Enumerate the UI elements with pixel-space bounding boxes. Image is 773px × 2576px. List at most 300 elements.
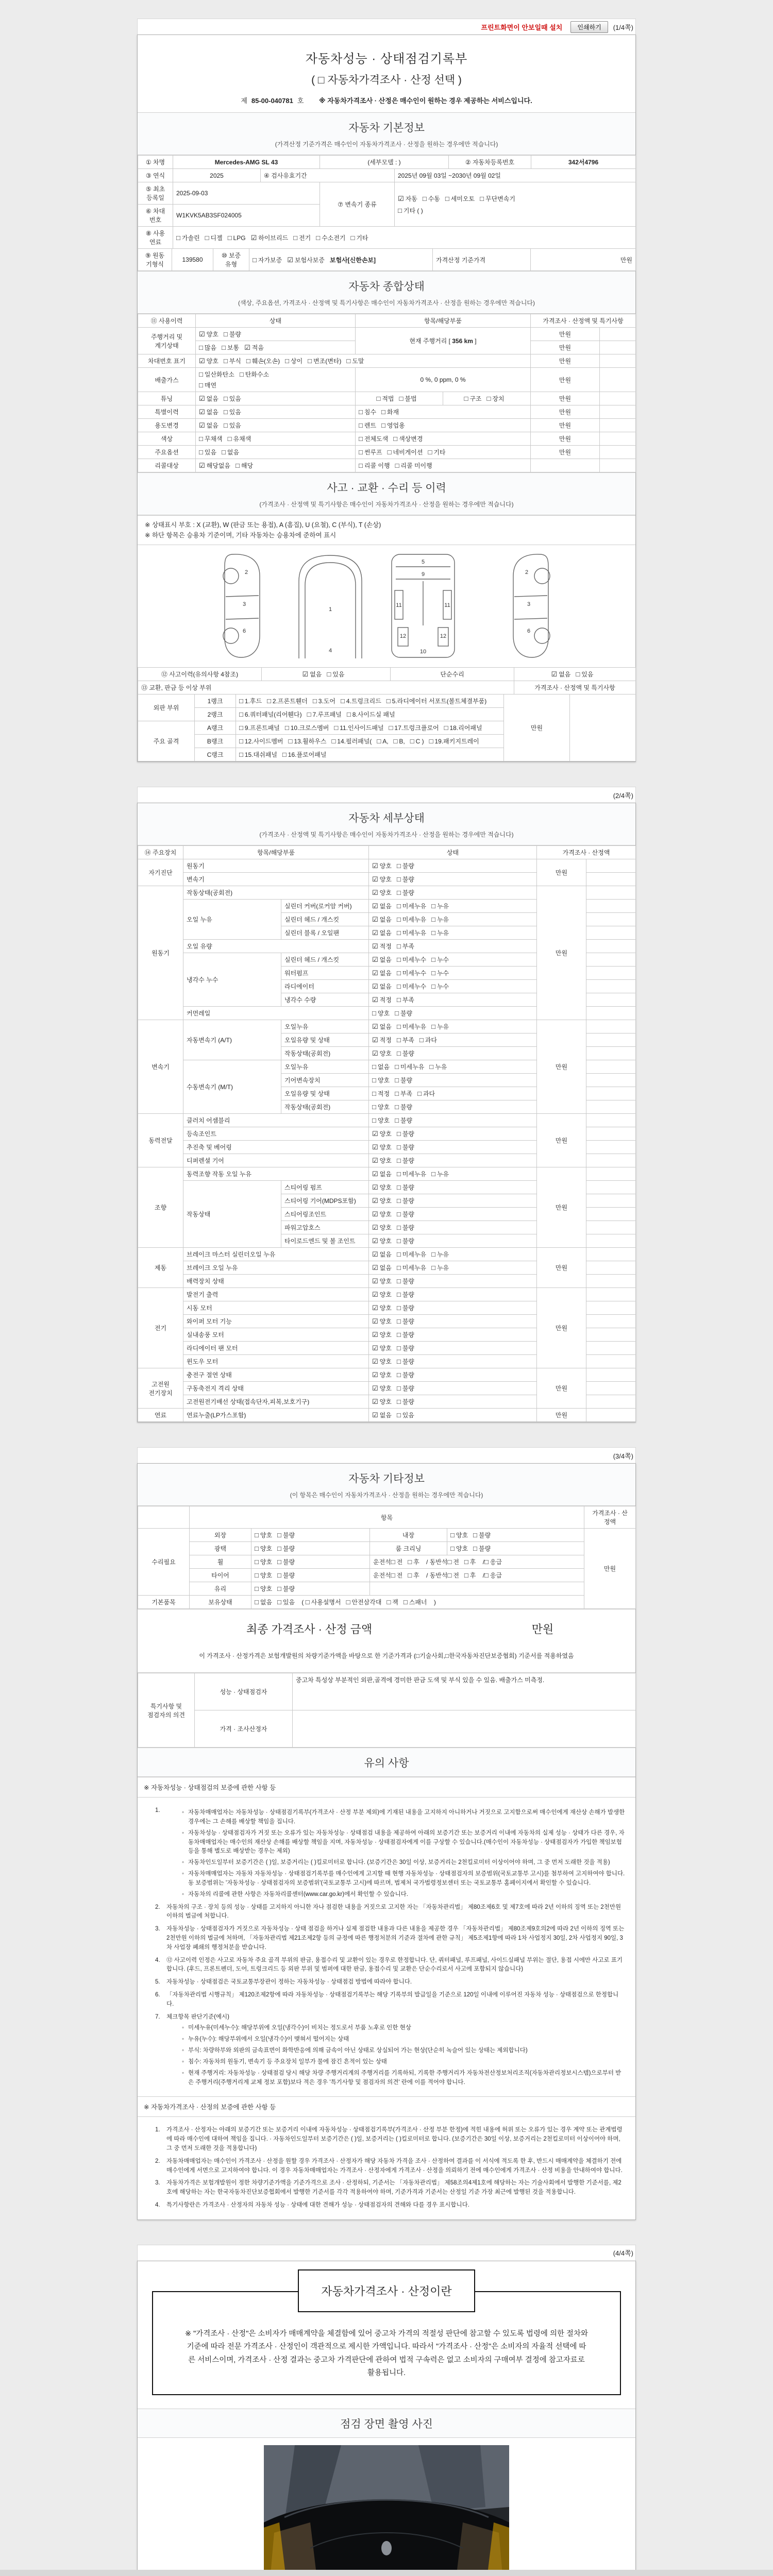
car-outline-figures — [216, 549, 557, 662]
checkbox-unchecked[interactable]: □ 부족 — [396, 942, 414, 950]
notice-item: 2. 자동차의 구조 · 장치 등의 성능 · 상태를 고지하지 아니한 자나 점검한 내용을 거짓으로 고지한 자는 「자동차관리법」 제80조제6호 및 제7호에 따라 2년 이하의 징역 또는 2천만원 이하의 벌금에 처합니다. — [155, 1904, 621, 1920]
checkbox-unchecked[interactable]: □ 세미오토 — [445, 194, 475, 202]
checkbox-unchecked[interactable]: □ 적법 — [376, 395, 394, 402]
checkbox-checked[interactable]: ☑ 적정 — [372, 1036, 392, 1044]
checkbox-unchecked[interactable]: □ 일산화탄소 — [199, 370, 234, 378]
checkbox-checked[interactable]: ☑ 없음 — [199, 408, 219, 416]
document-title-block — [138, 35, 635, 112]
detail-row: 제동 브레이크 마스터 실린더오일 누유 ☑ 없음 □ 미세누유 □ 누유 만원 — [138, 1248, 636, 1261]
rank-row: 외판 부위 1랭크 □ 1.후드 □ 2.프론트휀더 □ 3.도어 □ 4.트렁크리드 □ 5.라디에이터 서포트(볼트체결부품) 만원 — [138, 694, 636, 708]
checkbox-unchecked[interactable]: □ 누유 — [431, 1264, 449, 1272]
checkbox-checked[interactable]: ☑ 양호 — [372, 1049, 392, 1057]
checkbox-checked[interactable]: ☑ 양호 — [372, 1210, 392, 1218]
checkbox-checked[interactable]: ☑ 적음 — [244, 344, 264, 351]
checkbox-unchecked[interactable]: □ 양호 — [372, 1009, 390, 1017]
checkbox-unchecked[interactable]: □ 기타 ( ) — [398, 206, 423, 214]
checkbox-checked[interactable]: ☑ 양호 — [372, 1183, 392, 1191]
checkbox-unchecked[interactable]: □ 전체도색 — [359, 435, 389, 443]
checkbox-unchecked[interactable]: □ 누유 — [429, 1063, 447, 1071]
checkbox-unchecked[interactable]: □ 불량 — [277, 1558, 295, 1566]
checkbox-checked[interactable]: ☑ 없음 — [372, 1170, 392, 1178]
opinion-row: 가격 · 조사산정자 — [138, 1710, 636, 1748]
checkbox-unchecked[interactable]: □ 무채색 — [199, 435, 223, 443]
checkbox-unchecked[interactable]: □ 렌트 — [359, 421, 377, 429]
checkbox-checked[interactable]: ☑ 양호 — [372, 1143, 392, 1151]
checkbox-checked[interactable]: ☑ 자동 — [398, 194, 417, 202]
checkbox-unchecked[interactable]: □ 보통 — [222, 344, 240, 351]
checkbox-checked[interactable]: ☑ 양호 — [372, 862, 392, 870]
checkbox-unchecked[interactable]: □ 불량 — [396, 1398, 414, 1405]
accident-header: 사고 · 교환 · 수리 등 이력 (가격조사 · 산정액 및 특기사항은 매수인이 자동차가격조사 · 산정을 원하는 경우에만 적습니다) — [138, 472, 635, 515]
checkbox-unchecked[interactable]: □ B, — [393, 737, 405, 745]
checkbox-unchecked[interactable]: □ 양호 — [372, 1076, 390, 1084]
checkbox-unchecked[interactable]: □ 있음 — [327, 670, 345, 678]
window-bottom-edge — [0, 2570, 773, 2576]
checkbox-unchecked[interactable]: □ 유채색 — [227, 435, 251, 443]
checkbox-unchecked[interactable]: □ 불량 — [277, 1571, 295, 1579]
comprehensive-header: 자동차 종합상태 (색상, 주요옵션, 가격조사 · 산정액 및 특기사항은 매수인이 자동차가격조사 · 산정을 원하는 경우에만 적습니다) — [138, 271, 635, 314]
checkbox-unchecked[interactable]: □ 미세누유 — [396, 916, 427, 923]
detail-row: 실린더 헤드 / 개스킷 ☑ 없음 □ 미세누유 □ 누유 — [138, 913, 636, 926]
inspector-opinion — [293, 1710, 636, 1748]
detail-row: 파워고압호스 ☑ 양호 □ 불량 — [138, 1221, 636, 1234]
notice-item: 7. 체크항목 판단기준(예시) ◦ 미세누유(미세누수): 해당부위에 오일(냉각수)이 비치는 정도로서 부품 노후로 인한 현상 ◦ 누유(누수): 해당부위에서 오일(냉각수)이 맺혀서 떨어지는 상태 ◦ 부식: 차량하부와 외판의 금속표면이 화학반응에 의해 금속이 아닌 상태로 상실되어 가는 현상(단순히 녹슬어 있는 상태는 제외합니다) ◦ 침수: 자동차의 원동기, 변속기 등 주요장치 일부가 물에 잠긴 흔적이 있는 상태 ◦ 현재 주행거리: 자동차성능 · 상태점검 당시 해당 차량 주행거리계의 주행거리를 기록하되, 기록한 주행거리가 자동차전산정보처리조직(자동차관리정보시스템)으로부터 받은 주행거리(주행거리계 교체 정보 포함)보다 적은 경우 '특기사항 및 점검자의 의견' 란에 이를 적어야 합니다. — [155, 2013, 621, 2086]
usage-row: 색상 □ 무채색 □ 유채색 □ 전체도색 □ 색상변경 만원 — [138, 432, 636, 446]
checkbox-unchecked[interactable]: □ 양호 — [255, 1558, 273, 1566]
checkbox-unchecked[interactable]: □ 미세누유 — [396, 902, 427, 910]
checkbox-checked[interactable]: ☑ 없음 — [199, 395, 219, 402]
checkbox-unchecked[interactable]: □ 불량 — [396, 1344, 414, 1352]
checkbox-unchecked[interactable]: □ 불량 — [396, 1371, 414, 1379]
usage-row: 용도변경 ☑ 없음 □ 있음 □ 렌트 □ 영업용 만원 — [138, 419, 636, 432]
svg-text:4: 4 — [328, 648, 332, 654]
accident-checks — [262, 668, 391, 681]
detail-row: 오일 유량 ☑ 적정 □ 부족 — [138, 940, 636, 953]
checkbox-unchecked[interactable]: □ 과다 — [417, 1090, 435, 1097]
price-cell: 만원 — [537, 1368, 586, 1409]
checkbox-unchecked[interactable]: □ 전 — [391, 1571, 403, 1579]
simple-repair-checks — [514, 668, 636, 681]
checkbox-unchecked[interactable]: □ 양호 — [255, 1545, 273, 1552]
checkbox-checked[interactable]: ☑ 양호 — [199, 357, 219, 365]
checkbox-checked[interactable]: ☑ 없음 — [372, 1411, 392, 1419]
page-3 — [137, 1463, 636, 2220]
checkbox-unchecked[interactable]: □ 전 — [447, 1558, 459, 1566]
checkbox-unchecked[interactable]: □ 불량 — [395, 1076, 413, 1084]
checkbox-unchecked[interactable]: □ 누유 — [431, 902, 449, 910]
checkbox-unchecked[interactable]: □ LPG — [227, 233, 246, 242]
checkbox-checked[interactable]: ☑ 보험사보증 — [287, 256, 325, 264]
checkbox-unchecked[interactable]: □ 썬루프 — [359, 448, 382, 456]
checkbox-unchecked[interactable]: □ 불량 — [277, 1531, 295, 1539]
checkbox-unchecked[interactable]: □ 8.사이드실 패널 — [346, 710, 395, 718]
checkbox-unchecked[interactable]: □ 누유 — [431, 1170, 449, 1178]
checkbox-checked[interactable]: ☑ 양호 — [199, 330, 219, 338]
detail-row: 수동변속기 (M/T) 오일누유 □ 없음 □ 미세누유 □ 누유 — [138, 1060, 636, 1074]
checkbox-unchecked[interactable]: □ 불량 — [396, 1130, 414, 1138]
checkbox-unchecked[interactable]: □ 1.후드 — [239, 697, 262, 705]
notice-item: 4. 특기사항란은 가격조사 · 산정자의 자동차 성능 · 상태에 대한 견해가 성능 · 상태점검자의 견해와 다를 경우 표시합니다. — [155, 2202, 469, 2208]
price-cell: 만원 — [537, 886, 586, 1020]
checkbox-unchecked[interactable]: □ 불량 — [396, 1384, 414, 1392]
checkbox-checked[interactable]: ☑ 없음 — [372, 916, 392, 923]
checkbox-checked[interactable]: ☑ 양호 — [372, 1197, 392, 1205]
checkbox-unchecked[interactable]: □ 적정 — [372, 1090, 390, 1097]
detail-row: 배력장치 상태 ☑ 양호 □ 불량 — [138, 1275, 636, 1288]
checkbox-unchecked[interactable]: □ 누유 — [431, 916, 449, 923]
current-mileage: 현재 주행거리 [ 356 km ] — [356, 328, 531, 354]
checkbox-unchecked[interactable]: □ 해당 — [236, 462, 254, 469]
detail-row: 변속기 ☑ 양호 □ 불량 — [138, 873, 636, 886]
page3-strip — [137, 1447, 636, 1463]
checkbox-unchecked[interactable]: □ 기타 — [350, 233, 368, 242]
checkbox-unchecked[interactable]: □ 불량 — [396, 1143, 414, 1151]
svg-text:3: 3 — [242, 601, 246, 607]
checkbox-checked[interactable]: ☑ 양호 — [372, 1237, 392, 1245]
checkbox-unchecked[interactable]: □ 수소전기 — [316, 233, 346, 242]
checkbox-unchecked[interactable]: □ 11.인사이드패널 — [334, 724, 384, 732]
checkbox-unchecked[interactable]: □ 양호 — [255, 1571, 273, 1579]
checkbox-unchecked[interactable]: □ 후 — [408, 1571, 419, 1579]
checkbox-unchecked[interactable]: □ 양호 — [372, 1116, 390, 1124]
checkbox-unchecked[interactable]: □ 후 — [464, 1558, 476, 1566]
checkbox-unchecked[interactable]: □ 자가보증 — [253, 256, 282, 264]
etc-row: 기본품목 보유상태 □ 없음 □ 있음 ( □ 사용설명서 □ 안전삼각대 □ 잭 □ 스패너 ) — [138, 1596, 636, 1609]
checkbox-unchecked[interactable]: □ 후 — [408, 1558, 419, 1566]
detail-row: 연료 연료누출(LP가스포함) ☑ 없음 □ 있음 만원 — [138, 1409, 636, 1422]
detail-row: 기어변속장치 □ 양호 □ 불량 — [138, 1074, 636, 1087]
checkbox-unchecked[interactable]: □ 미세누수 — [396, 982, 427, 990]
checkbox-unchecked[interactable]: □ 누유 — [431, 1250, 449, 1258]
checkbox-unchecked[interactable]: □ 양호 — [255, 1531, 273, 1539]
checkbox-unchecked[interactable]: □ 양호 — [372, 1103, 390, 1111]
checkbox-unchecked[interactable]: □ 13.휠하우스 — [288, 737, 327, 745]
checkbox-unchecked[interactable]: □ 상이 — [285, 357, 303, 365]
svg-text:2: 2 — [244, 569, 248, 575]
checkbox-unchecked[interactable]: □ A, — [377, 737, 389, 745]
checkbox-unchecked[interactable]: □ 미세누수 — [396, 969, 427, 977]
checkbox-checked[interactable]: ☑ 적정 — [372, 996, 392, 1004]
checkbox-unchecked[interactable]: □ 불량 — [396, 1277, 414, 1285]
checkbox-unchecked[interactable]: □ 전기 — [293, 233, 311, 242]
checkbox-checked[interactable]: ☑ 없음 — [372, 956, 392, 963]
checkbox-unchecked[interactable]: □ 기타 — [428, 448, 446, 456]
detail-row: 등속조인트 ☑ 양호 □ 불량 — [138, 1127, 636, 1141]
checkbox-unchecked[interactable]: □ 불량 — [395, 1116, 413, 1124]
checkbox-unchecked[interactable]: □ 미세누유 — [395, 1063, 425, 1071]
checkbox-unchecked[interactable]: □ 수동 — [422, 194, 440, 202]
page4-strip — [137, 2245, 636, 2261]
checkbox-unchecked[interactable]: □ 누수 — [431, 956, 449, 963]
checkbox-unchecked[interactable]: □ 불량 — [396, 862, 414, 870]
rank-table — [138, 694, 636, 761]
checkbox-unchecked[interactable]: □ 5.라디에이터 서포트(볼트체결부품) — [386, 697, 487, 705]
checkbox-checked[interactable]: ☑ 양호 — [372, 1344, 392, 1352]
checkbox-unchecked[interactable]: □ 19.패키지트레이 — [429, 737, 479, 745]
checkbox-unchecked[interactable]: □ 변조(변타) — [308, 357, 342, 365]
detail-row: 원동기 작동상태(공회전) ☑ 양호 □ 불량 만원 — [138, 886, 636, 900]
checkbox-unchecked[interactable]: □ 누유 — [431, 929, 449, 937]
checkbox-checked[interactable]: ☑ 양호 — [372, 1291, 392, 1298]
engine-warranty-table: ⑨ 원동 기형식 139580 ⑩ 보증 유형 □ 자가보증 ☑ 보험사보증 보험사[신한손보] 가격산정 기준가격 만원 — [138, 248, 636, 271]
checkbox-unchecked[interactable]: □ 불량 — [396, 1157, 414, 1164]
checkbox-unchecked[interactable]: □ 있음 — [223, 421, 241, 429]
checkbox-checked[interactable]: ☑ 양호 — [372, 1277, 392, 1285]
checkbox-unchecked[interactable]: □ 있음 — [223, 408, 241, 416]
checkbox-unchecked[interactable]: □ 과다 — [419, 1036, 437, 1044]
checkbox-unchecked[interactable]: □ 잭 — [386, 1598, 398, 1606]
checkbox-unchecked[interactable]: □ 10.크로스멤버 — [284, 724, 329, 732]
checkbox-unchecked[interactable]: □ 무단변속기 — [480, 194, 515, 202]
detail-row: 실내송풍 모터 ☑ 양호 □ 불량 — [138, 1328, 636, 1342]
checkbox-unchecked[interactable]: □ 리콜 이행 — [359, 462, 390, 469]
svg-text:12: 12 — [399, 633, 407, 639]
checkbox-unchecked[interactable]: □ 불량 — [396, 1237, 414, 1245]
checkbox-unchecked[interactable]: □ 15.대쉬패널 — [239, 751, 277, 758]
checkbox-checked[interactable]: ☑ 적정 — [372, 942, 392, 950]
checkbox-checked[interactable]: ☑ 없음 — [372, 969, 392, 977]
final-price-unit: 만원 — [531, 1623, 554, 1636]
checkbox-checked[interactable]: ☑ 없음 — [372, 1250, 392, 1258]
usage-row: 배출가스 □ 일산화탄소 □ 탄화수소 □ 매연 0 %, 0 ppm, 0 % 만원 — [138, 368, 636, 392]
checkbox-checked[interactable]: ☑ 양호 — [372, 875, 392, 883]
checkbox-unchecked[interactable]: □ 9.프론트패널 — [239, 724, 280, 732]
checkbox-unchecked[interactable]: □ 미세누유 — [396, 1250, 427, 1258]
usage-row: 특별이력 ☑ 없음 □ 있음 □ 침수 □ 화재 만원 — [138, 405, 636, 419]
checkbox-unchecked[interactable]: □ 불량 — [396, 1183, 414, 1191]
checkbox-unchecked[interactable]: □ 있음 — [576, 670, 594, 678]
checkbox-unchecked[interactable]: □ 디젤 — [205, 233, 223, 242]
checkbox-checked[interactable]: ☑ 없음 — [372, 1023, 392, 1030]
checkbox-unchecked[interactable]: □ 14.필러패널( — [331, 737, 372, 745]
checkbox-unchecked[interactable]: □ 미세누유 — [396, 1023, 427, 1030]
checkbox-checked[interactable]: ☑ 양호 — [372, 1157, 392, 1164]
plate-number: 342서4796 — [531, 156, 636, 169]
checkbox-unchecked[interactable]: □ 불량 — [395, 1009, 413, 1017]
checkbox-unchecked[interactable]: □ 3.도어 — [312, 697, 335, 705]
checkbox-unchecked[interactable]: □ 안전삼각대 — [346, 1598, 382, 1606]
install-notice[interactable]: 프린트화면이 안보일때 설치 — [481, 23, 563, 31]
device-name: 연료 — [138, 1409, 183, 1422]
checkbox-unchecked[interactable]: □ 불법 — [399, 395, 417, 402]
price-cell: 만원 — [537, 1114, 586, 1167]
checkbox-checked[interactable]: ☑ 양호 — [372, 1317, 392, 1325]
etc-row: 휠 □ 양호 □ 불량 운전석□ 전 □ 후 / 동반석□ 전 □ 후 /□ 응급 — [138, 1555, 636, 1569]
checkbox-unchecked[interactable]: □ 사용설명서 — [305, 1598, 341, 1606]
checkbox-unchecked[interactable]: □ 있음 — [199, 448, 217, 456]
checkbox-unchecked[interactable]: □ 훼손(오손) — [246, 357, 280, 365]
checkbox-unchecked[interactable]: □ 양호 — [450, 1545, 468, 1552]
checkbox-unchecked[interactable]: □ 누수 — [431, 982, 449, 990]
checkbox-unchecked[interactable]: □ 네비게이션 — [387, 448, 423, 456]
page-number-2: (2/4쪽) — [613, 791, 633, 800]
svg-text:1: 1 — [328, 606, 332, 613]
checkbox-unchecked[interactable]: □ 리콜 미이행 — [395, 462, 432, 469]
checkbox-unchecked[interactable]: □ 12.사이드멤버 — [239, 737, 283, 745]
checkbox-unchecked[interactable]: □ 없음 — [255, 1598, 273, 1606]
notice-item: 1. ◦ 자동차매매업자는 자동차성능 · 상태점검기록부(가격조사 · 산정 부분 제외)에 기재된 내용을 고지하지 아니하거나 거짓으로 고지함으로써 매수인에게 재산상 손해가 발생한 경우에는 그 손해를 배상할 책임을 집니다. ◦ 자동차성능 · 상태점검자가 거짓 또는 오류가 있는 자동차성능 · 상태점검 내용을 제공하여 아래의 보증기간 또는 보증거리 이내에 자동차의 실제 성능 · 상태가 다른 경우, 자동차매매업자는 매수인의 재산상 손해를 배상할 책임을 지며, 자동차성능 · 상태점검자에게 이를 구상할 수 있습니다.(매수인이 자동차성능 · 상태점검자가 가입한 책임보험 등을 통해 별도로 배상받는 경우는 제외) ◦ 자동차인도일부터 보증기간은 ( )일, 보증거리는 ( )킬로미터로 합니다. (보증기간은 30일 이상, 보증거리는 2천킬로미터 이상이어야 하며, 그 중 먼저 도래한 것을 적용) ◦ 자동차매매업자는 자동차 자동차성능 · 상태점검기록부를 매수인에게 고지할 때 현행 자동차성능 · 상태점검자의 보증범위(국토교통부 고시)를 첨부하여 고지하여야 합니다. 동 보증범위는 '자동차성능 · 상태점검자의 보증범위'(국토교통부 고시)에 따르며, 법제처 국가법령정보센터 또는 국토교통부 홈페이지에서 확인할 수 있습니다. ◦ 자동차의 리콜에 관한 사항은 자동차리콜센터(www.car.go.kr)에서 확인할 수 있습니다. — [155, 1807, 625, 1897]
checkbox-checked[interactable]: ☑ 없음 — [199, 421, 219, 429]
notice-item: 6. 「자동차관리법 시행규칙」 제120조제2항에 따라 자동차성능 · 상태점검기록부는 해당 기록부의 발급일을 기준으로 120일 이내에 이루어진 자동차 성능 · 상태점검으로 한정합니다. — [155, 1992, 619, 2007]
detail-row: 조향 동력조향 작동 오일 누유 ☑ 없음 □ 미세누유 □ 누유 만원 — [138, 1167, 636, 1181]
checkbox-unchecked[interactable]: □ 없음 — [222, 448, 240, 456]
rank-label: C랭크 — [195, 748, 236, 761]
checkbox-checked[interactable]: ☑ 양호 — [372, 1398, 392, 1405]
detail-row: 타이로드엔드 및 볼 조인트 ☑ 양호 □ 불량 — [138, 1234, 636, 1248]
checkbox-unchecked[interactable]: □ 불량 — [473, 1545, 491, 1552]
detail-row: 고전원 전기장치 충전구 절연 상태 ☑ 양호 □ 불량 만원 — [138, 1368, 636, 1382]
page-number-4: (4/4쪽) — [613, 2249, 633, 2258]
checkbox-checked[interactable]: ☑ 양호 — [372, 1384, 392, 1392]
checkbox-unchecked[interactable]: □ 없음 — [372, 1063, 390, 1071]
checkbox-unchecked[interactable]: □ 불량 — [395, 1103, 413, 1111]
checkbox-unchecked[interactable]: □ 구조 — [464, 395, 482, 402]
device-name: 자기진단 — [138, 859, 183, 886]
checkbox-unchecked[interactable]: □ 있음 — [223, 395, 241, 402]
checkbox-unchecked[interactable]: □ 있음 — [277, 1598, 295, 1606]
svg-text:3: 3 — [527, 601, 531, 607]
checkbox-unchecked[interactable]: □ 불량 — [396, 889, 414, 896]
checkbox-unchecked[interactable]: □ 탄화수소 — [239, 370, 270, 378]
model-year: 2025 — [173, 169, 261, 182]
checkbox-checked[interactable]: ☑ 없음 — [372, 982, 392, 990]
checkbox-unchecked[interactable]: □ 불량 — [396, 1331, 414, 1338]
checkbox-checked[interactable]: ☑ 양호 — [372, 1358, 392, 1365]
checkbox-unchecked[interactable]: □ 불량 — [396, 1317, 414, 1325]
checkbox-unchecked[interactable]: □ 불량 — [396, 1197, 414, 1205]
checkbox-unchecked[interactable]: □ 양호 — [255, 1585, 273, 1592]
checkbox-unchecked[interactable]: □ 매연 — [199, 381, 217, 389]
page-1 — [137, 35, 636, 762]
notice-item: 4. ⑫ 사고이력 인정은 사고로 자동차 주요 골격 부위의 판금, 용접수리 및 교환이 있는 경우로 한정합니다. 단, 쿼터패널, 루프패널, 사이드실패널 부위는 절단, 용접 시에만 사고로 표기합니다. (후드, 프론트펜더, 도어, 트렁크리드 등 외판 부위 및 범퍼에 대한 판금, 용접수리 및 교환은 단순수리로서 사고에 포함되지 않습니다) — [155, 1957, 623, 1973]
basic-info-table: ① 차명 Mercedes-AMG SL 43 (세부모델 : ) ② 자동차등록번호 342서4796 ③ 연식 2025 ④ 검사유효기간 2025년 09월 03일 ~2030년 09월 02일 ⑤ 최초 등록일 2025-09-03 ⑦ 변속기 종류 ☑ 자동 □ 수동 □ 세미오토 □ 무단변속기 □ 기타 ( ) ⑥ 차대 번호 W1KVK5AB3SF024005 ⑧ 사용 연료 □ 가솔린 □ 디젤 □ LPG ☑ 하이브리드 □ 전기 □ 수소전기 □ 기타 — [138, 155, 636, 249]
checkbox-unchecked[interactable]: □ 화재 — [381, 408, 399, 416]
checkbox-unchecked[interactable]: □ 16.플로어패널 — [282, 751, 327, 758]
checkbox-unchecked[interactable]: □ 불량 — [396, 1210, 414, 1218]
rank-label: A랭크 — [195, 721, 236, 735]
checkbox-unchecked[interactable]: □ 응급 — [484, 1558, 502, 1566]
svg-text:6: 6 — [242, 628, 246, 634]
svg-text:9: 9 — [421, 571, 425, 578]
checkbox-unchecked[interactable]: □ 침수 — [359, 408, 377, 416]
checkbox-unchecked[interactable]: □ 불량 — [396, 1224, 414, 1231]
checkbox-unchecked[interactable]: □ 미세누유 — [396, 1170, 427, 1178]
checkbox-unchecked[interactable]: □ 불량 — [396, 1304, 414, 1312]
checkbox-checked[interactable]: ☑ 양호 — [372, 1304, 392, 1312]
price-cell: 만원 — [537, 1020, 586, 1114]
photo-front — [264, 2445, 509, 2576]
detail-row: 전기 발전기 출력 ☑ 양호 □ 불량 만원 — [138, 1288, 636, 1301]
checkbox-unchecked[interactable]: □ 장치 — [486, 395, 505, 402]
detail-row: 자기진단 원동기 ☑ 양호 □ 불량 만원 — [138, 859, 636, 873]
checkbox-unchecked[interactable]: □ 스패너 — [403, 1598, 427, 1606]
svg-text:10: 10 — [419, 649, 427, 655]
detail-row: 커먼레일 □ 양호 □ 불량 — [138, 1007, 636, 1020]
checkbox-checked[interactable]: ☑ 양호 — [372, 1331, 392, 1338]
checkbox-unchecked[interactable]: □ 도말 — [346, 357, 364, 365]
checkbox-checked[interactable]: ☑ 없음 — [372, 929, 392, 937]
checkbox-unchecked[interactable]: □ 불량 — [396, 1358, 414, 1365]
detail-row: 와이퍼 모터 기능 ☑ 양호 □ 불량 — [138, 1315, 636, 1328]
checkbox-unchecked[interactable]: □ C ) — [410, 737, 424, 745]
checkbox-unchecked[interactable]: □ 미세누유 — [396, 929, 427, 937]
checkbox-checked[interactable]: ☑ 없음 — [372, 1264, 392, 1272]
checkbox-unchecked[interactable]: □ 누수 — [431, 969, 449, 977]
print-toolbar — [137, 19, 636, 35]
checkbox-unchecked[interactable]: □ 부족 — [395, 1090, 413, 1097]
checkbox-unchecked[interactable]: □ 응급 — [484, 1571, 502, 1579]
checkbox-checked[interactable]: ☑ 양호 — [372, 1130, 392, 1138]
checkbox-unchecked[interactable]: □ 불량 — [396, 875, 414, 883]
checkbox-unchecked[interactable]: □ 부족 — [396, 996, 414, 1004]
checkbox-checked[interactable]: ☑ 양호 — [372, 1224, 392, 1231]
accident-history-table: ⑫ 사고이력(유의사항 4참조) ☑ 없음 □ 있음 단순수리 ☑ 없음 □ 있음 ⑬ 교환, 판금 등 이상 부위 가격조사 · 산정액 및 특기사항 — [138, 667, 636, 694]
first-registration: 2025-09-03 — [173, 182, 320, 205]
checkbox-unchecked[interactable]: □ 6.쿼터패널(리어휀다) — [239, 710, 302, 718]
checkbox-checked[interactable]: ☑ 하이브리드 — [250, 233, 289, 242]
checkbox-unchecked[interactable]: □ 부족 — [396, 1036, 414, 1044]
checkbox-unchecked[interactable]: □ 미세누수 — [396, 956, 427, 963]
checkbox-checked[interactable]: ☑ 해당없음 — [199, 462, 231, 469]
checkbox-unchecked[interactable]: □ 전 — [447, 1571, 459, 1579]
checkbox-unchecked[interactable]: □ 불량 — [396, 1291, 414, 1298]
price-cell: 만원 — [537, 1409, 586, 1422]
checkbox-unchecked[interactable]: □ 영업용 — [381, 421, 405, 429]
checkbox-unchecked[interactable]: □ 불량 — [473, 1531, 491, 1539]
checkbox-unchecked[interactable]: □ 가솔린 — [176, 233, 200, 242]
accident-legend: ※ 상태표시 부호 : X (교환), W (판금 또는 용접), A (흠집), U (요철), C (부식), T (손상) ※ 하단 항목은 승용차 기준이며, 기타 자동차는 승용차에 준하여 표시 — [138, 515, 635, 545]
checkbox-unchecked[interactable]: □ 불량 — [396, 1049, 414, 1057]
checkbox-unchecked[interactable]: □ 2.프론트휀더 — [267, 697, 308, 705]
detail-row: 동력전달 클러치 어셈블리 □ 양호 □ 불량 만원 — [138, 1114, 636, 1127]
checkbox-unchecked[interactable]: □ 17.트렁크플로어 — [389, 724, 439, 732]
checkbox-unchecked[interactable]: □ 7.루프패널 — [307, 710, 342, 718]
checkbox-unchecked[interactable]: □ 미세누유 — [396, 1264, 427, 1272]
checkbox-checked[interactable]: ☑ 양호 — [372, 889, 392, 896]
checkbox-unchecked[interactable]: □ 18.리어패널 — [444, 724, 482, 732]
detail-row: 디퍼렌셜 기어 ☑ 양호 □ 불량 — [138, 1154, 636, 1167]
checkbox-unchecked[interactable]: □ 불량 — [277, 1585, 295, 1592]
page-2 — [137, 803, 636, 1422]
transmission-checks — [395, 182, 636, 227]
checkbox-checked[interactable]: ☑ 양호 — [372, 1371, 392, 1379]
usage-row: 차대번호 표기 ☑ 양호 □ 부식 □ 훼손(오손) □ 상이 □ 변조(변타) □ 도말 만원 — [138, 354, 636, 368]
checkbox-checked[interactable]: ☑ 없음 — [302, 670, 322, 678]
checkbox-checked[interactable]: ☑ 없음 — [551, 670, 571, 678]
checkbox-unchecked[interactable]: □ 양호 — [450, 1531, 468, 1539]
checkbox-unchecked[interactable]: □ 4.트렁크리드 — [340, 697, 381, 705]
device-name: 원동기 — [138, 886, 183, 1020]
checkbox-unchecked[interactable]: □ 부식 — [223, 357, 241, 365]
sub-model: (세부모델 : ) — [320, 156, 449, 169]
usage-row: 리콜대상 ☑ 해당없음 □ 해당 □ 리콜 이행 □ 리콜 미이행 — [138, 459, 636, 472]
notice-item: 5. 자동차성능 · 상태점검은 국토교통부장관이 정하는 자동차성능 · 상태점검 방법에 따라야 합니다. — [155, 1979, 412, 1986]
checkbox-unchecked[interactable]: □ 많음 — [199, 344, 217, 351]
checkbox-unchecked[interactable]: □ 불량 — [277, 1545, 295, 1552]
checkbox-unchecked[interactable]: □ 불량 — [223, 330, 241, 338]
checkbox-unchecked[interactable]: □ 누유 — [431, 1023, 449, 1030]
detail-row: 냉각수 누수 실린더 헤드 / 개스킷 ☑ 없음 □ 미세누수 □ 누수 — [138, 953, 636, 967]
checkbox-unchecked[interactable]: □ 색상변경 — [393, 435, 423, 443]
checkbox-unchecked[interactable]: □ 후 — [464, 1571, 476, 1579]
print-button[interactable]: 인쇄하기 — [570, 21, 608, 33]
car-name: Mercedes-AMG SL 43 — [173, 156, 320, 169]
checkbox-checked[interactable]: ☑ 없음 — [372, 902, 392, 910]
checkbox-unchecked[interactable]: □ 있음 — [396, 1411, 414, 1419]
detail-row: 고전원전기배선 상태(접속단자,피복,보호기구) ☑ 양호 □ 불량 — [138, 1395, 636, 1409]
rank-label: 1랭크 — [195, 694, 236, 708]
checkbox-unchecked[interactable]: □ 전 — [391, 1558, 403, 1566]
